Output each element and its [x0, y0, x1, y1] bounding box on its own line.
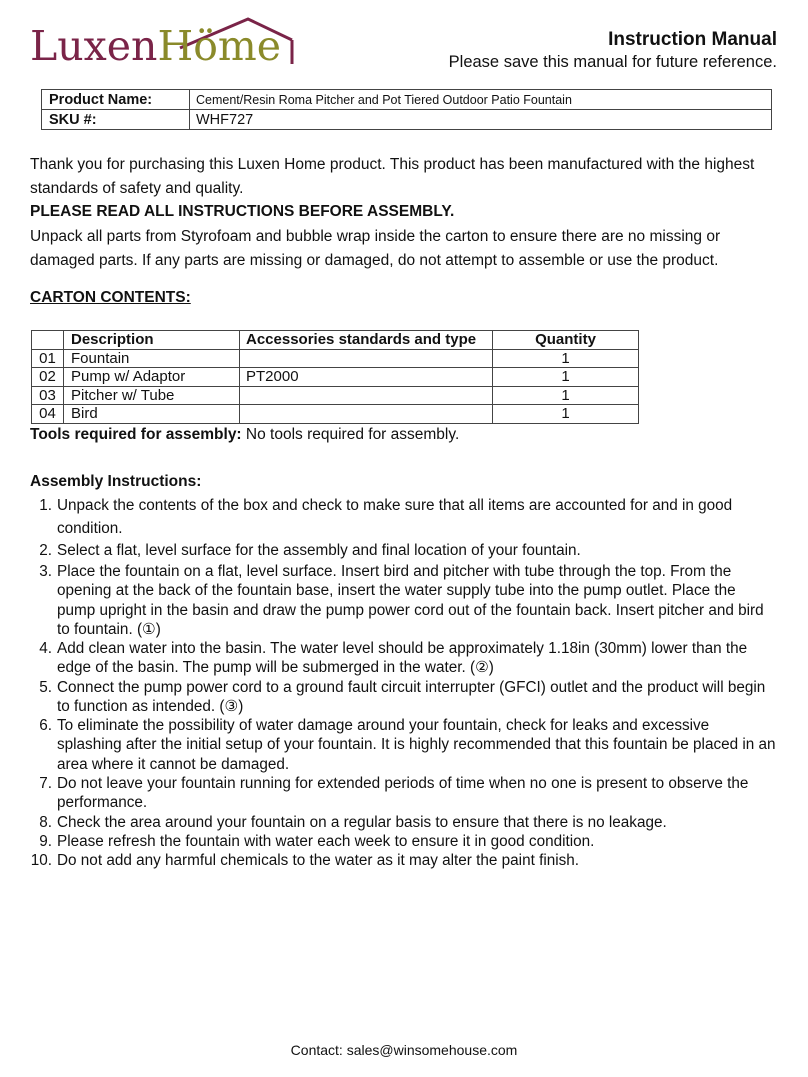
column-header: Quantity — [493, 331, 639, 350]
table-cell — [240, 349, 493, 368]
list-item — [30, 540, 778, 561]
step-text: Connect the pump power cord to a ground fault circuit interrupter (GFCI) outlet and the product will begin to function as intended. (③) — [57, 679, 766, 716]
step-number: 6. — [39, 717, 52, 734]
product-name-row — [42, 90, 772, 110]
table-header-row — [32, 331, 639, 350]
step-text: Please refresh the fountain with water each week to ensure it in good condition. — [57, 833, 595, 850]
logo-wordmark — [30, 22, 282, 70]
step-text: Do not leave your fountain running for extended periods of time when no one is present to observe the performance. — [57, 775, 749, 812]
list-item — [30, 494, 778, 540]
table-cell: 04 — [32, 405, 64, 424]
intro-thanks: Thank you for purchasing this Luxen Home product. This product has been manufactured with the highest standards of safety and quality. — [30, 156, 755, 197]
list-item — [30, 851, 778, 870]
step-text: Select a flat, level surface for the assembly and final location of your fountain. — [57, 542, 581, 559]
table-cell — [240, 405, 493, 424]
document-subtitle: Please save this manual for future reference. — [448, 53, 777, 71]
step-number: 10. — [30, 852, 52, 869]
document-title: Instruction Manual — [608, 29, 777, 50]
step-number: 7. — [39, 775, 52, 792]
step-text: Unpack the contents of the box and check to make sure that all items are accounted for and in good condition. — [57, 497, 733, 537]
tools-required — [30, 423, 778, 447]
step-text: Place the fountain on a flat, level surface. Insert bird and pitcher with tube through the top. From the opening at the back of the fountain base, insert the water supply tube into the pump outlet. Place the pump upright in the basin and draw the pump power cord out of the fountain back. Insert pitcher and bird to fountain. (①) — [57, 563, 764, 638]
table-cell — [240, 386, 493, 405]
table-cell: 01 — [32, 349, 64, 368]
brand-logo — [30, 14, 300, 76]
tools-label: Tools required for assembly: — [30, 426, 242, 443]
logo-text-home: Höme — [157, 22, 282, 70]
table-cell: 1 — [493, 386, 639, 405]
table-cell: Bird — [64, 405, 240, 424]
table-row — [32, 349, 639, 368]
list-item — [30, 716, 778, 774]
column-header: Accessories standards and type — [240, 331, 493, 350]
carton-contents-table — [31, 330, 639, 424]
footer-contact: Contact: sales@winsomehouse.com — [290, 1042, 518, 1058]
list-item — [30, 678, 778, 717]
product-name-label: Product Name: — [42, 90, 190, 110]
step-number: 9. — [39, 833, 52, 850]
table-cell: 1 — [493, 405, 639, 424]
list-item — [30, 562, 778, 639]
logo-text-luxen: Luxen — [30, 22, 158, 70]
intro-read-all: PLEASE READ ALL INSTRUCTIONS BEFORE ASSEMBLY. — [30, 203, 455, 220]
table-row — [32, 386, 639, 405]
step-number: 5. — [39, 679, 52, 696]
table-row — [32, 368, 639, 387]
intro-unpack: Unpack all parts from Styrofoam and bubble wrap inside the carton to ensure there are no missing or damaged parts. If any parts are missing or damaged, do not attempt to assemble or use the product. — [30, 228, 721, 269]
table-cell: Pump w/ Adaptor — [64, 368, 240, 387]
table-cell: PT2000 — [240, 368, 493, 387]
column-header: Description — [64, 331, 240, 350]
step-number: 8. — [39, 814, 52, 831]
table-cell: 03 — [32, 386, 64, 405]
table-cell: 1 — [493, 349, 639, 368]
table-cell: Pitcher w/ Tube — [64, 386, 240, 405]
tools-value: No tools required for assembly. — [241, 426, 460, 443]
sku-row — [42, 110, 772, 130]
carton-heading: CARTON CONTENTS: — [30, 289, 191, 306]
step-text: To eliminate the possibility of water damage around your fountain, check for leaks and excessive splashing after the initial setup of your fountain. It is highly recommended that this fountain be placed in an area where it cannot be damaged. — [57, 717, 776, 773]
assembly-heading: Assembly Instructions: — [30, 473, 202, 490]
step-text: Add clean water into the basin. The water level should be approximately 1.18in (30mm) lower than the edge of the basin. The pump will be submerged in the water. (②) — [57, 640, 748, 677]
step-text: Check the area around your fountain on a regular basis to ensure that there is no leakage. — [57, 814, 667, 831]
sku-value: WHF727 — [190, 110, 772, 130]
step-number: 1. — [39, 497, 52, 514]
column-header — [32, 331, 64, 350]
sku-label: SKU #: — [42, 110, 190, 130]
table-row — [32, 405, 639, 424]
list-item — [30, 639, 778, 678]
list-item — [30, 832, 778, 851]
step-number: 2. — [39, 542, 52, 559]
list-item — [30, 813, 778, 832]
product-info-table — [41, 89, 772, 130]
table-cell: 1 — [493, 368, 639, 387]
step-number: 3. — [39, 563, 52, 580]
table-cell: Fountain — [64, 349, 240, 368]
list-item — [30, 774, 778, 813]
step-text: Do not add any harmful chemicals to the water as it may alter the paint finish. — [57, 852, 580, 869]
table-cell: 02 — [32, 368, 64, 387]
product-name-value: Cement/Resin Roma Pitcher and Pot Tiered Outdoor Patio Fountain — [190, 90, 772, 110]
step-number: 4. — [39, 640, 52, 657]
